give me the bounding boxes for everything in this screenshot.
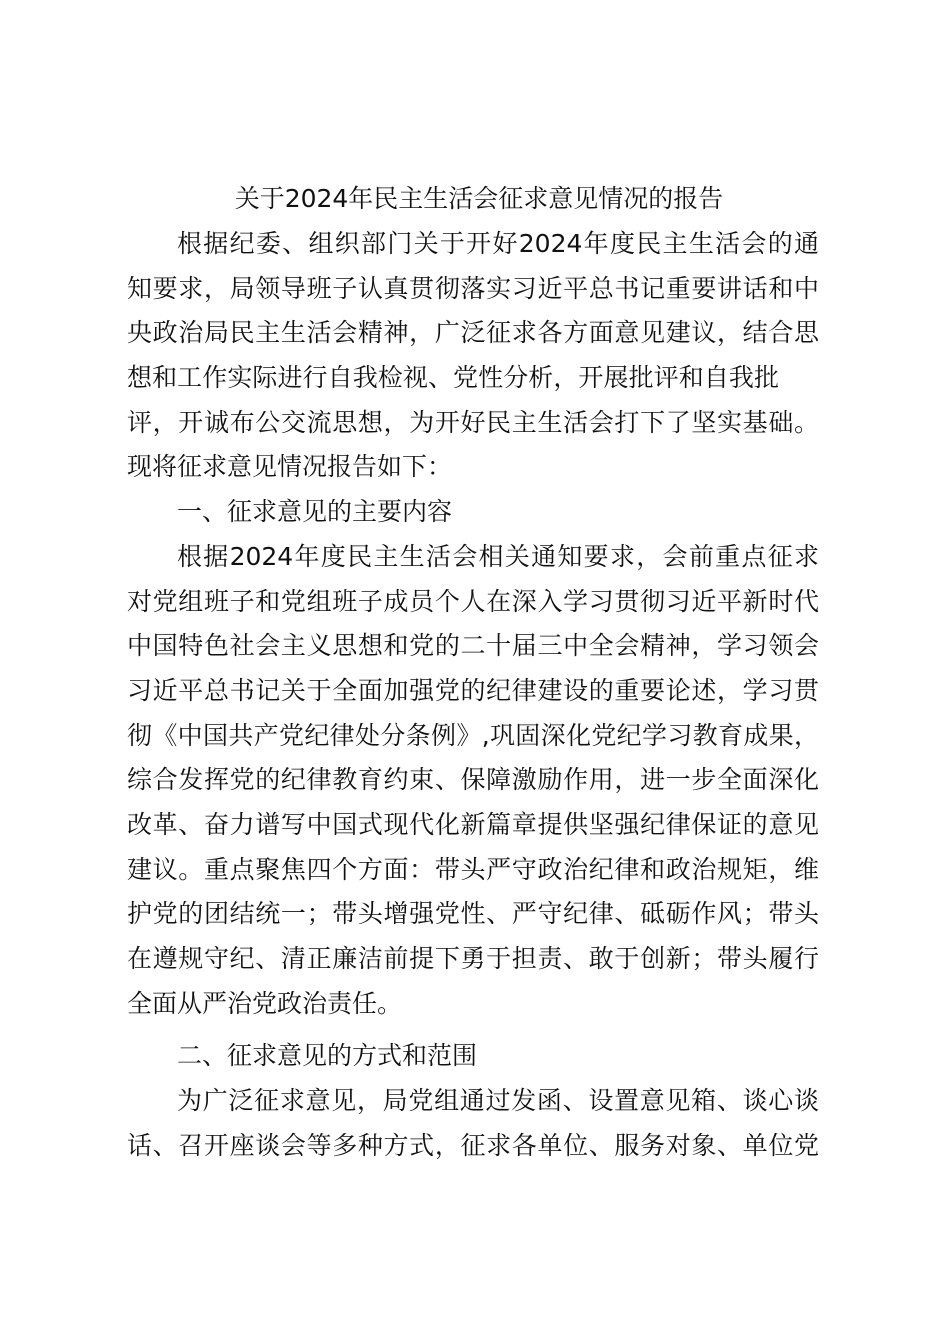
paragraph-line: 话、召开座谈会等多种方式，征求各单位、服务对象、单位党 bbox=[127, 1130, 819, 1160]
paragraph-line: 为广泛征求意见，局党组通过发函、设置意见箱、谈心谈 bbox=[177, 1086, 819, 1116]
paragraph-line: 知要求，局领导班子认真贯彻落实习近平总书记重要讲话和中 bbox=[127, 273, 819, 303]
paragraph-line: 现将征求意见情况报告如下： bbox=[127, 452, 453, 482]
paragraph-line: 习近平总书记关于全面加强党的纪律建设的重要论述，学习贯 bbox=[127, 675, 819, 705]
paragraph-line: 根据纪委、组织部门关于开好2024年度民主生活会的通 bbox=[177, 229, 819, 258]
paragraph-line: 根据2024年度民主生活会相关通知要求，会前重点征求 bbox=[177, 541, 819, 571]
paragraph-line: 彻《中国共产党纪律处分条例》,巩固深化党纪学习教育成果， bbox=[127, 720, 819, 750]
intro-paragraph bbox=[127, 222, 819, 490]
paragraph-line: 在遵规守纪、清正廉洁前提下勇于担责、敢于创新；带头履行 bbox=[127, 944, 819, 974]
section-heading-2: 二、征求意见的方式和范围 bbox=[177, 1041, 478, 1071]
paragraph-line: 全面从严治党政治责任。 bbox=[127, 988, 403, 1018]
paragraph-line: 改革、奋力谱写中国式现代化新篇章提供坚强纪律保证的意见 bbox=[127, 809, 819, 839]
paragraph-line: 护党的团结统一；带头增强党性、严守纪律、砥砺作风；带头 bbox=[127, 899, 819, 929]
paragraph-gap bbox=[127, 1026, 819, 1034]
method-paragraph bbox=[127, 1079, 819, 1168]
content-paragraph bbox=[127, 535, 819, 1027]
paragraph-line: 建议。重点聚焦四个方面：带头严守政治纪律和政治规矩，维 bbox=[127, 854, 819, 884]
document-title: 关于2024年民主生活会征求意见情况的报告 bbox=[234, 184, 724, 213]
paragraph-line: 综合发挥党的纪律教育约束、保障激励作用，进一步全面深化 bbox=[127, 765, 819, 795]
paragraph-line: 对党组班子和党组班子成员个人在深入学习贯彻习近平新时代 bbox=[127, 586, 819, 616]
paragraph-line: 想和工作实际进行自我检视、党性分析，开展批评和自我批 bbox=[127, 363, 779, 393]
section-heading-1: 一、征求意见的主要内容 bbox=[177, 497, 453, 527]
paragraph-line: 央政治局民主生活会精神，广泛征求各方面意见建议，结合思 bbox=[127, 318, 819, 348]
paragraph-line: 评，开诚布公交流思想，为开好民主生活会打下了坚实基础。 bbox=[127, 407, 819, 437]
paragraph-line: 中国特色社会主义思想和党的二十届三中全会精神，学习领会 bbox=[127, 631, 819, 661]
document-body bbox=[127, 176, 819, 1168]
